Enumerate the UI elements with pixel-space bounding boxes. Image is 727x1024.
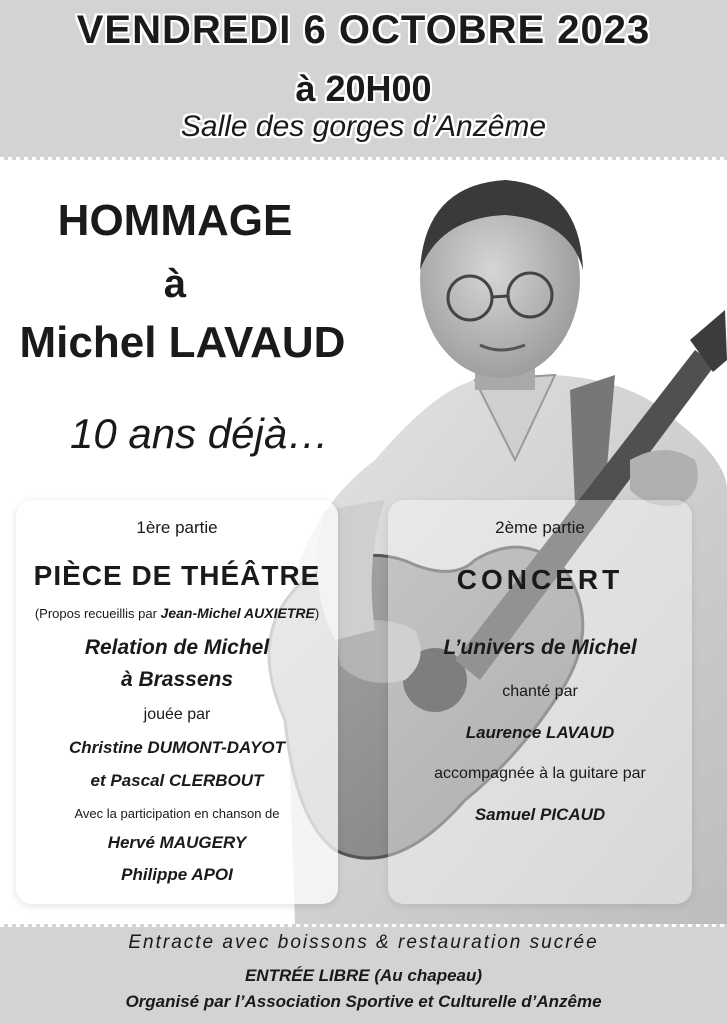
part1-heading: 1ère partie [136, 518, 218, 537]
actor-2: et Pascal CLERBOUT [90, 771, 264, 790]
part1-title: PIÈCE DE THÉÂTRE [33, 560, 321, 591]
credit-name: Jean-Michel AUXIETRE [160, 605, 315, 621]
concert-guitarist: Samuel PICAUD [474, 805, 606, 824]
performed-by: jouée par [143, 706, 211, 723]
organizer-note: Organisé par l’Association Sportive et Culturelle d’Anzême [125, 992, 602, 1011]
singer-2: Philippe APOI [121, 865, 233, 884]
title-hommage: HOMMAGE [57, 196, 293, 245]
part1-credit [16, 605, 338, 621]
actor-1: Christine DUMONT-DAYOT [69, 738, 285, 757]
event-venue: Salle des gorges d’Anzême [180, 110, 547, 143]
concert-singer: Laurence LAVAUD [465, 723, 615, 742]
intermission-note: Entracte avec boissons & restauration sucrée [128, 932, 599, 953]
credit-prefix: (Propos recueillis par [34, 606, 161, 621]
entry-note: ENTRÉE LIBRE (Au chapeau) [244, 966, 483, 985]
title-subtitle: 10 ans déjà… [70, 410, 330, 457]
concert-show: L’univers de Michel [443, 636, 637, 659]
participation-note: Avec la participation en chanson de [74, 806, 280, 821]
credit-suffix: ) [314, 606, 320, 621]
title-name: Michel LAVAUD [19, 318, 346, 367]
part2-heading: 2ème partie [495, 518, 585, 537]
title-a: à [163, 262, 187, 306]
event-time: à 20H00 [295, 68, 432, 109]
play-title-line2: à Brassens [120, 668, 234, 691]
event-date: VENDREDI 6 OCTOBRE 2023 [76, 8, 651, 52]
left-hand [630, 450, 698, 506]
part2-title: CONCERT [456, 564, 624, 595]
accompanied-by: accompagnée à la guitare par [434, 765, 646, 782]
sung-by: chanté par [502, 683, 578, 700]
singer-1: Hervé MAUGERY [107, 833, 247, 852]
play-title-line1: Relation de Michel [84, 636, 270, 659]
part2-card [388, 500, 692, 904]
